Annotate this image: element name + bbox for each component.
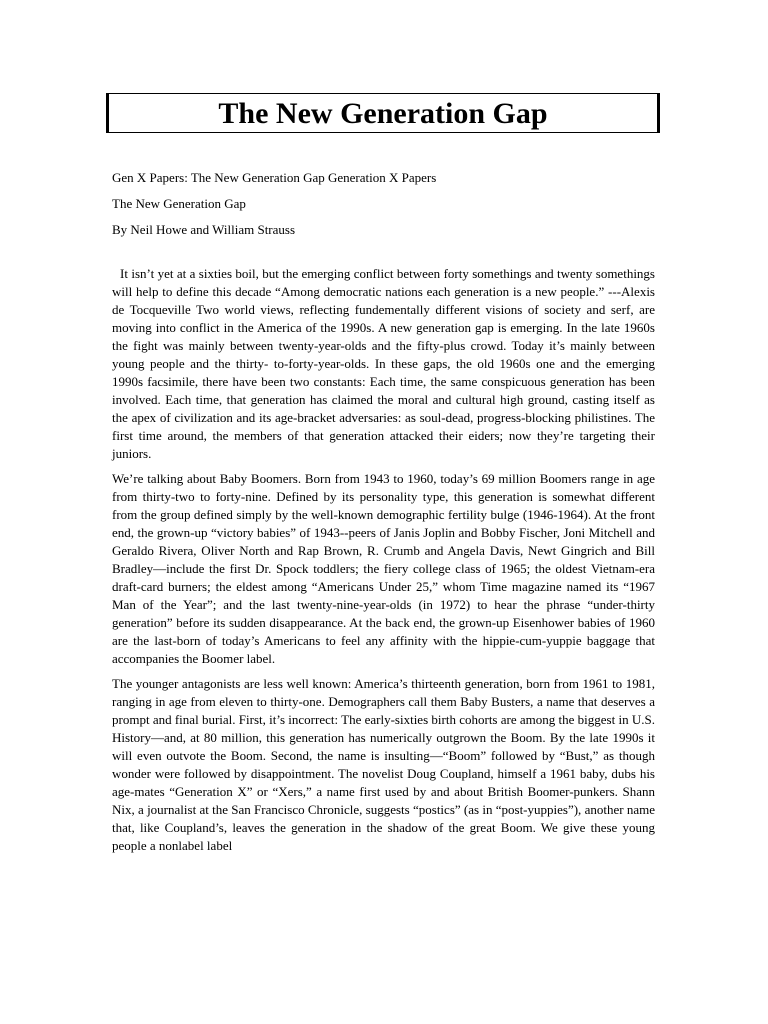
- paragraph-1: It isn’t yet at a sixties boil, but the emerging conflict between forty somethings and twenty somethings will help to define this decade “Among democratic nations each generation is a new people.” ---Alexis de Tocqueville Two world views, reflecting fundementally different visions of society and serf, are moving into conflict in the America of the 1990s. A new generation gap is emerging. In the late 1960s the fight was mainly between twenty-year-olds and the fifty-plus crowd. Today it’s mainly between young people and the thirty- to-forty-year-olds. In these gaps, the old 1960s one and the emerging 1990s facsimile, there have been two constants: Each time, the same conspicuous generation has been involved. Each time, that generation has claimed the moral and cultural high ground, casting itself as the apex of civilization and its age-bracket adversaries: as soul-dead, progress-blocking philistines. The first time around, the members of that generation attacked their eiders; now they’re targeting their juniors.: [112, 266, 655, 461]
- subtitle-line: Gen X Papers: The New Generation Gap Generation X Papers: [112, 170, 437, 185]
- title-box-left-rule: [107, 94, 109, 132]
- article-body: [112, 265, 655, 862]
- byline: By Neil Howe and William Strauss: [112, 222, 296, 237]
- title-box-right-rule: [657, 94, 659, 132]
- paragraph-3: The younger antagonists are less well known: America’s thirteenth generation, born from 1961 to 1981, ranging in age from eleven to thirty-one. Demographers call them Baby Busters, a name that deserves a prompt and final burial. First, it’s incorrect: The early-sixties birth cohorts are among the biggest in U.S. History—and, at 80 million, this generation has numerically outgrown the Boom. By the late 1990s it will even outvote the Boom. Second, the name is insulting—“Boom” followed by “Bust,” as though wonder were followed by disappointment. The novelist Doug Coupland, himself a 1961 baby, dubs his age-mates “Generation X” or “Xers,” a name first used by and about British Boomer-punkers. Shann Nix, a journalist at the San Francisco Chronicle, suggests “postics” (as in “post-yuppies”), another name that, like Coupland’s, leaves the generation in the shadow of the great Boom. We give these young people a nonlabel label: [112, 676, 655, 853]
- document-title: The New Generation Gap: [218, 97, 548, 130]
- heading-line: The New Generation Gap: [112, 196, 246, 211]
- paragraph-2: We’re talking about Baby Boomers. Born from 1943 to 1960, today’s 69 million Boomers range in age from thirty-two to forty-nine. Defined by its personality type, this generation is somewhat different from the group defined simply by the well-known demographic fertility bulge (1946-1964). At the front end, the grown-up “victory babies” of 1943--peers of Janis Joplin and Bobby Fischer, Joni Mitchell and Geraldo Rivera, Oliver North and Rap Brown, R. Crumb and Angela Davis, Newt Gingrich and Bill Bradley—include the first Dr. Spock toddlers; the fiery college class of 1965; the oldest Vietnam-era draft-card burners; the eldest among “Americans Under 25,” whom Time magazine named its “1967 Man of the Year”; and the last twenty-nine-year-olds (in 1972) to hear the phrase “under-thirty generation” before its sudden disappearance. At the back end, the grown-up Eisenhower babies of 1960 are the last-born of today’s Americans to feel any affinity with the hippie-cum-yuppie baggage that accompanies the Boomer label.: [112, 471, 655, 666]
- title-box: [106, 93, 660, 133]
